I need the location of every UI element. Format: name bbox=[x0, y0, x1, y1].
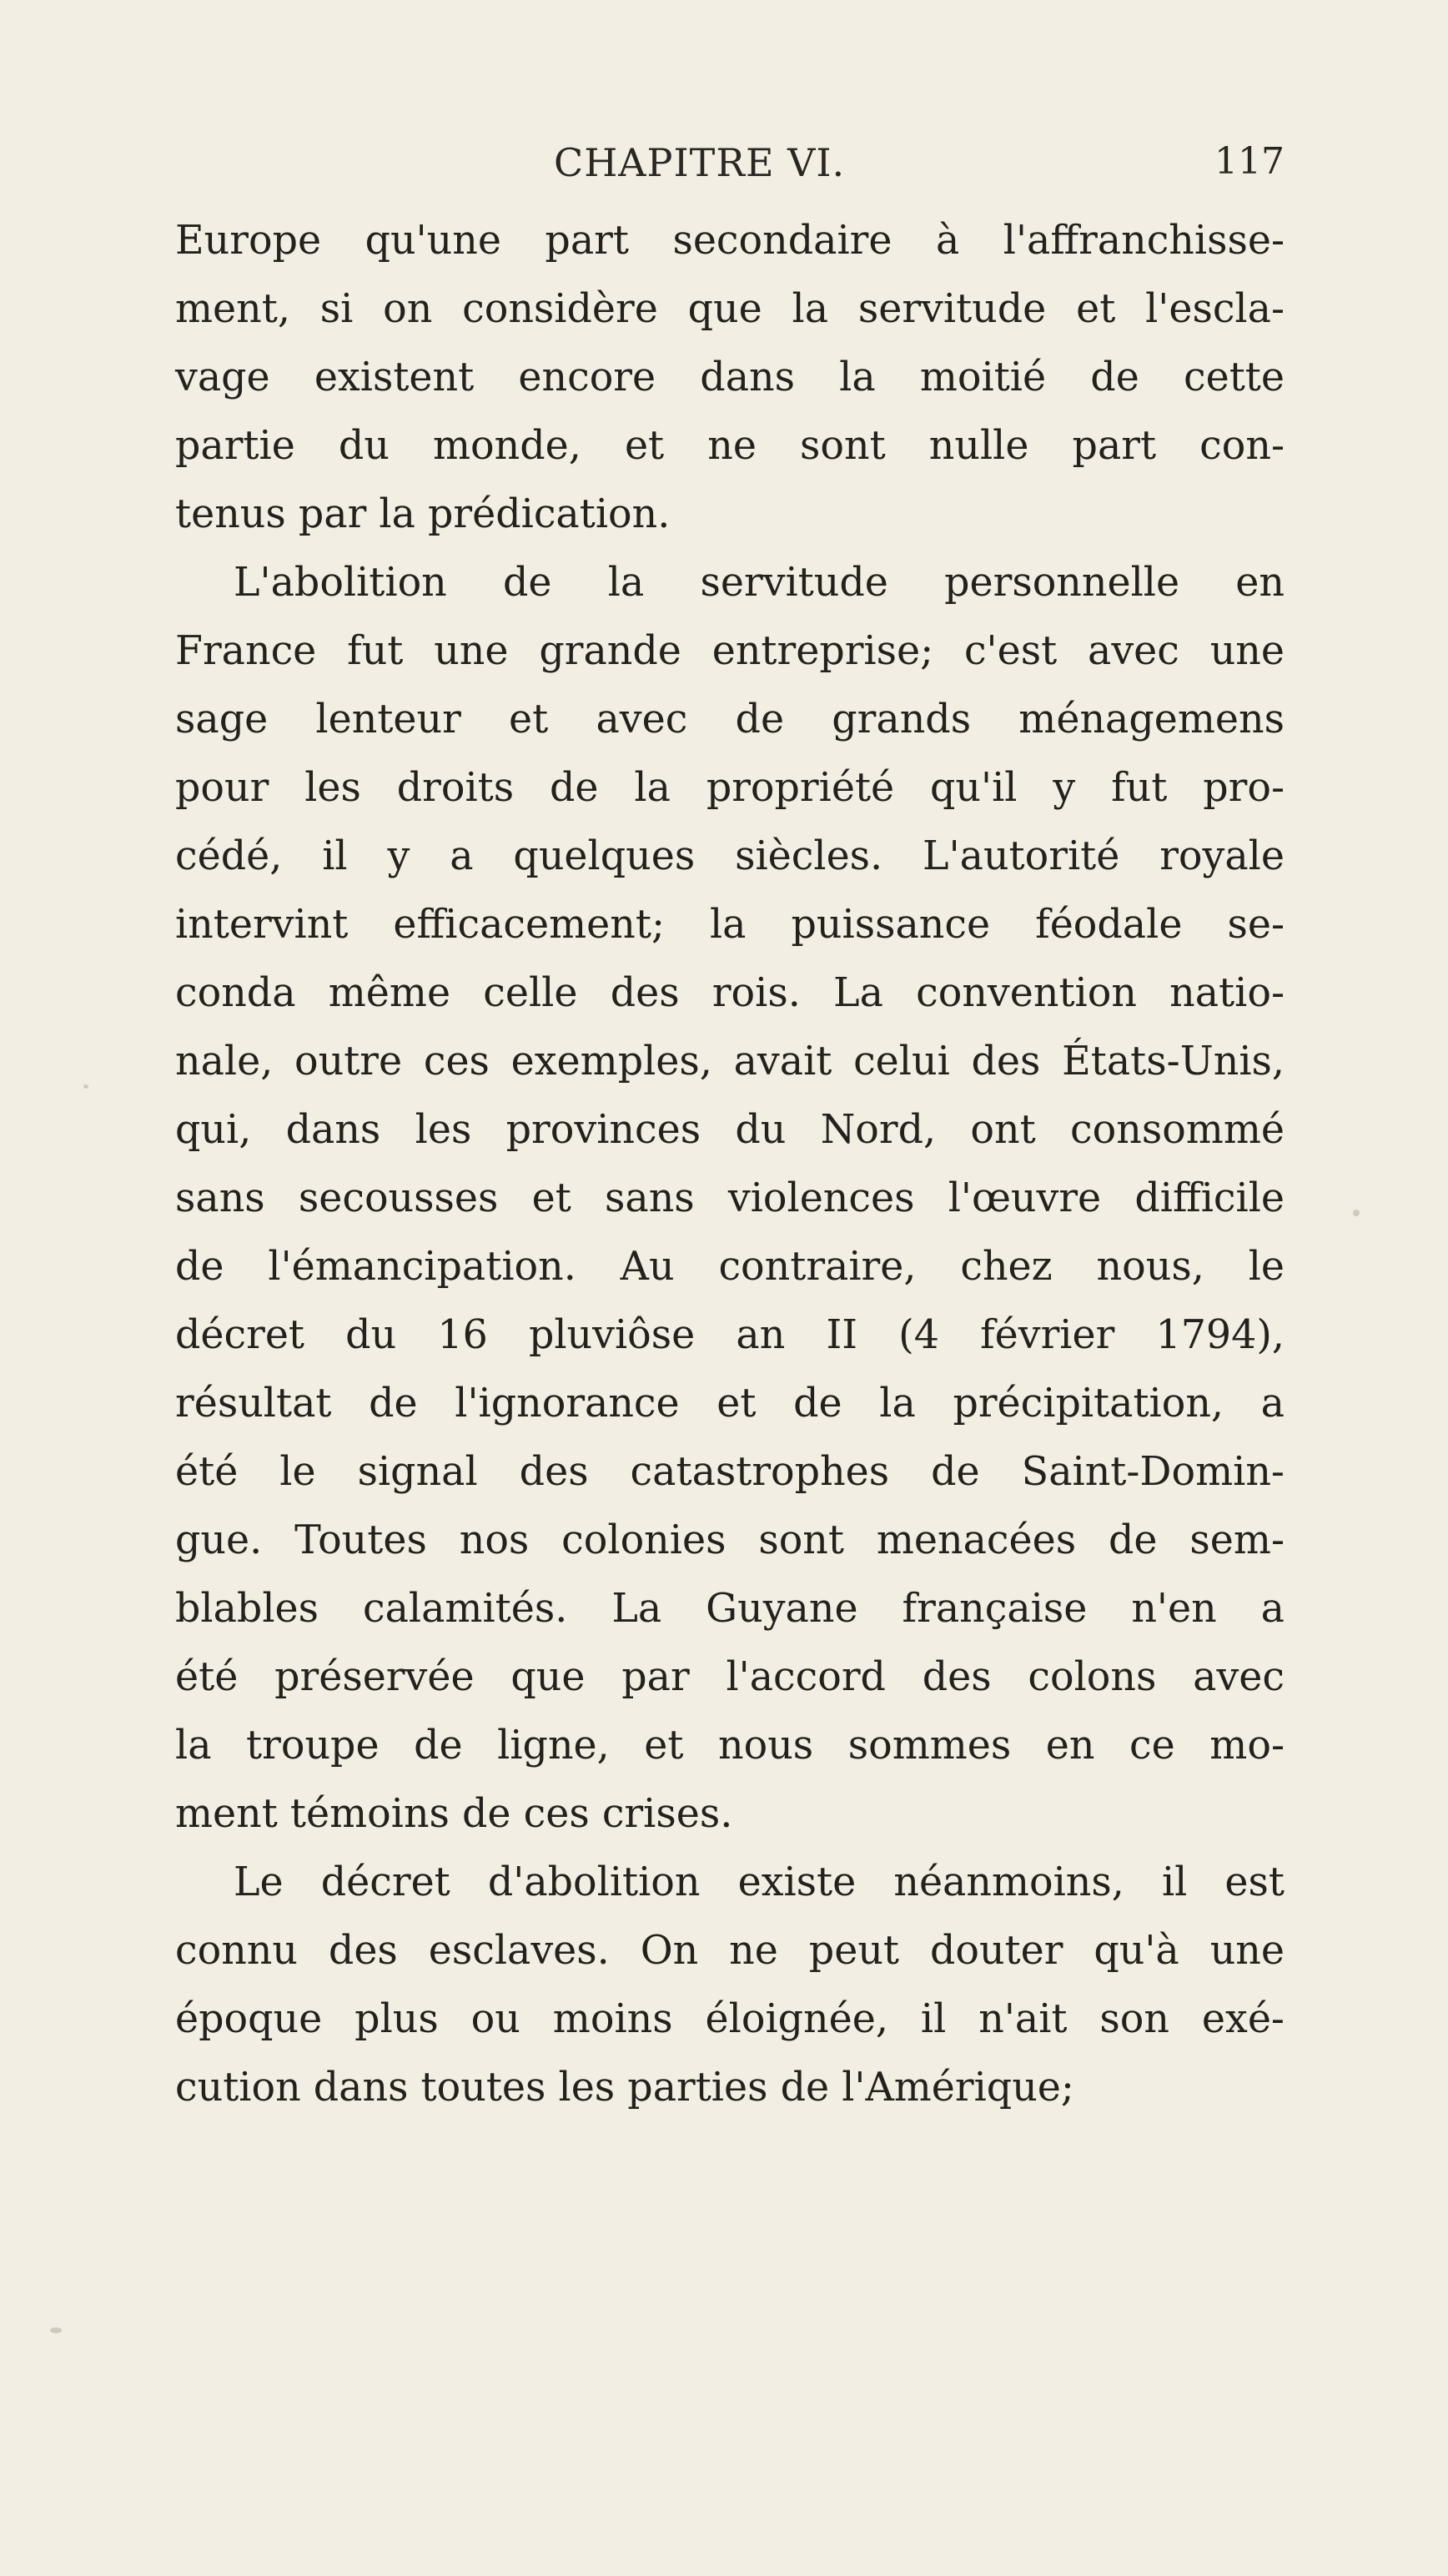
text-line: blables calamités. La Guyane française n'en a bbox=[175, 1586, 1285, 1632]
text-line: L'abolition de la servitude personnelle en bbox=[234, 560, 1285, 606]
text-line: résultat de l'ignorance et de la précipitation, a bbox=[175, 1381, 1285, 1426]
text-line: gue. Toutes nos colonies sont menacées de sem- bbox=[175, 1517, 1285, 1563]
text-line: Le décret d'abolition existe néanmoins, il est bbox=[234, 1859, 1285, 1905]
text-line: qui, dans les provinces du Nord, ont consommé bbox=[175, 1107, 1285, 1153]
text-line: France fut une grande entreprise; c'est avec une bbox=[175, 628, 1285, 674]
text-line: conda même celle des rois. La convention natio- bbox=[175, 970, 1285, 1016]
text-line: de l'émancipation. Au contraire, chez nous, le bbox=[175, 1244, 1285, 1290]
page-number: 117 bbox=[1214, 140, 1285, 183]
text-line: cédé, il y a quelques siècles. L'autorité royale bbox=[175, 833, 1285, 879]
text-line: été préservée que par l'accord des colons avec bbox=[175, 1654, 1285, 1700]
paper-speck bbox=[50, 2327, 62, 2333]
body-text bbox=[175, 207, 1285, 2122]
text-line: vage existent encore dans la moitié de cette bbox=[175, 355, 1285, 400]
text-line: ment témoins de ces crises. bbox=[175, 1791, 733, 1837]
text-line: ment, si on considère que la servitude et l'escla- bbox=[175, 286, 1285, 332]
text-line: tenus par la prédication. bbox=[175, 491, 671, 537]
chapter-title: CHAPITRE VI. bbox=[554, 140, 846, 185]
text-line: nale, outre ces exemples, avait celui des États-Unis, bbox=[175, 1039, 1285, 1084]
text-line: pour les droits de la propriété qu'il y fut pro- bbox=[175, 765, 1285, 811]
text-line: intervint efficacement; la puissance féodale se- bbox=[175, 902, 1285, 948]
text-line: été le signal des catastrophes de Saint-Domin- bbox=[175, 1449, 1285, 1495]
text-line: connu des esclaves. On ne peut douter qu'à une bbox=[175, 1928, 1285, 1974]
text-line: décret du 16 pluviôse an II (4 février 1794), bbox=[175, 1312, 1285, 1358]
running-head bbox=[175, 140, 1285, 200]
paper-speck bbox=[1353, 1210, 1360, 1216]
text-line: partie du monde, et ne sont nulle part con- bbox=[175, 423, 1285, 469]
text-line: cution dans toutes les parties de l'Amérique; bbox=[175, 2065, 1074, 2111]
text-line: Europe qu'une part secondaire à l'affranchisse- bbox=[175, 218, 1285, 264]
text-line: sans secousses et sans violences l'œuvre difficile bbox=[175, 1175, 1285, 1221]
text-line: la troupe de ligne, et nous sommes en ce mo- bbox=[175, 1723, 1285, 1768]
text-line: époque plus ou moins éloignée, il n'ait son exé- bbox=[175, 1996, 1285, 2042]
paper-speck bbox=[83, 1084, 88, 1089]
text-line: sage lenteur et avec de grands ménagemens bbox=[175, 697, 1285, 742]
